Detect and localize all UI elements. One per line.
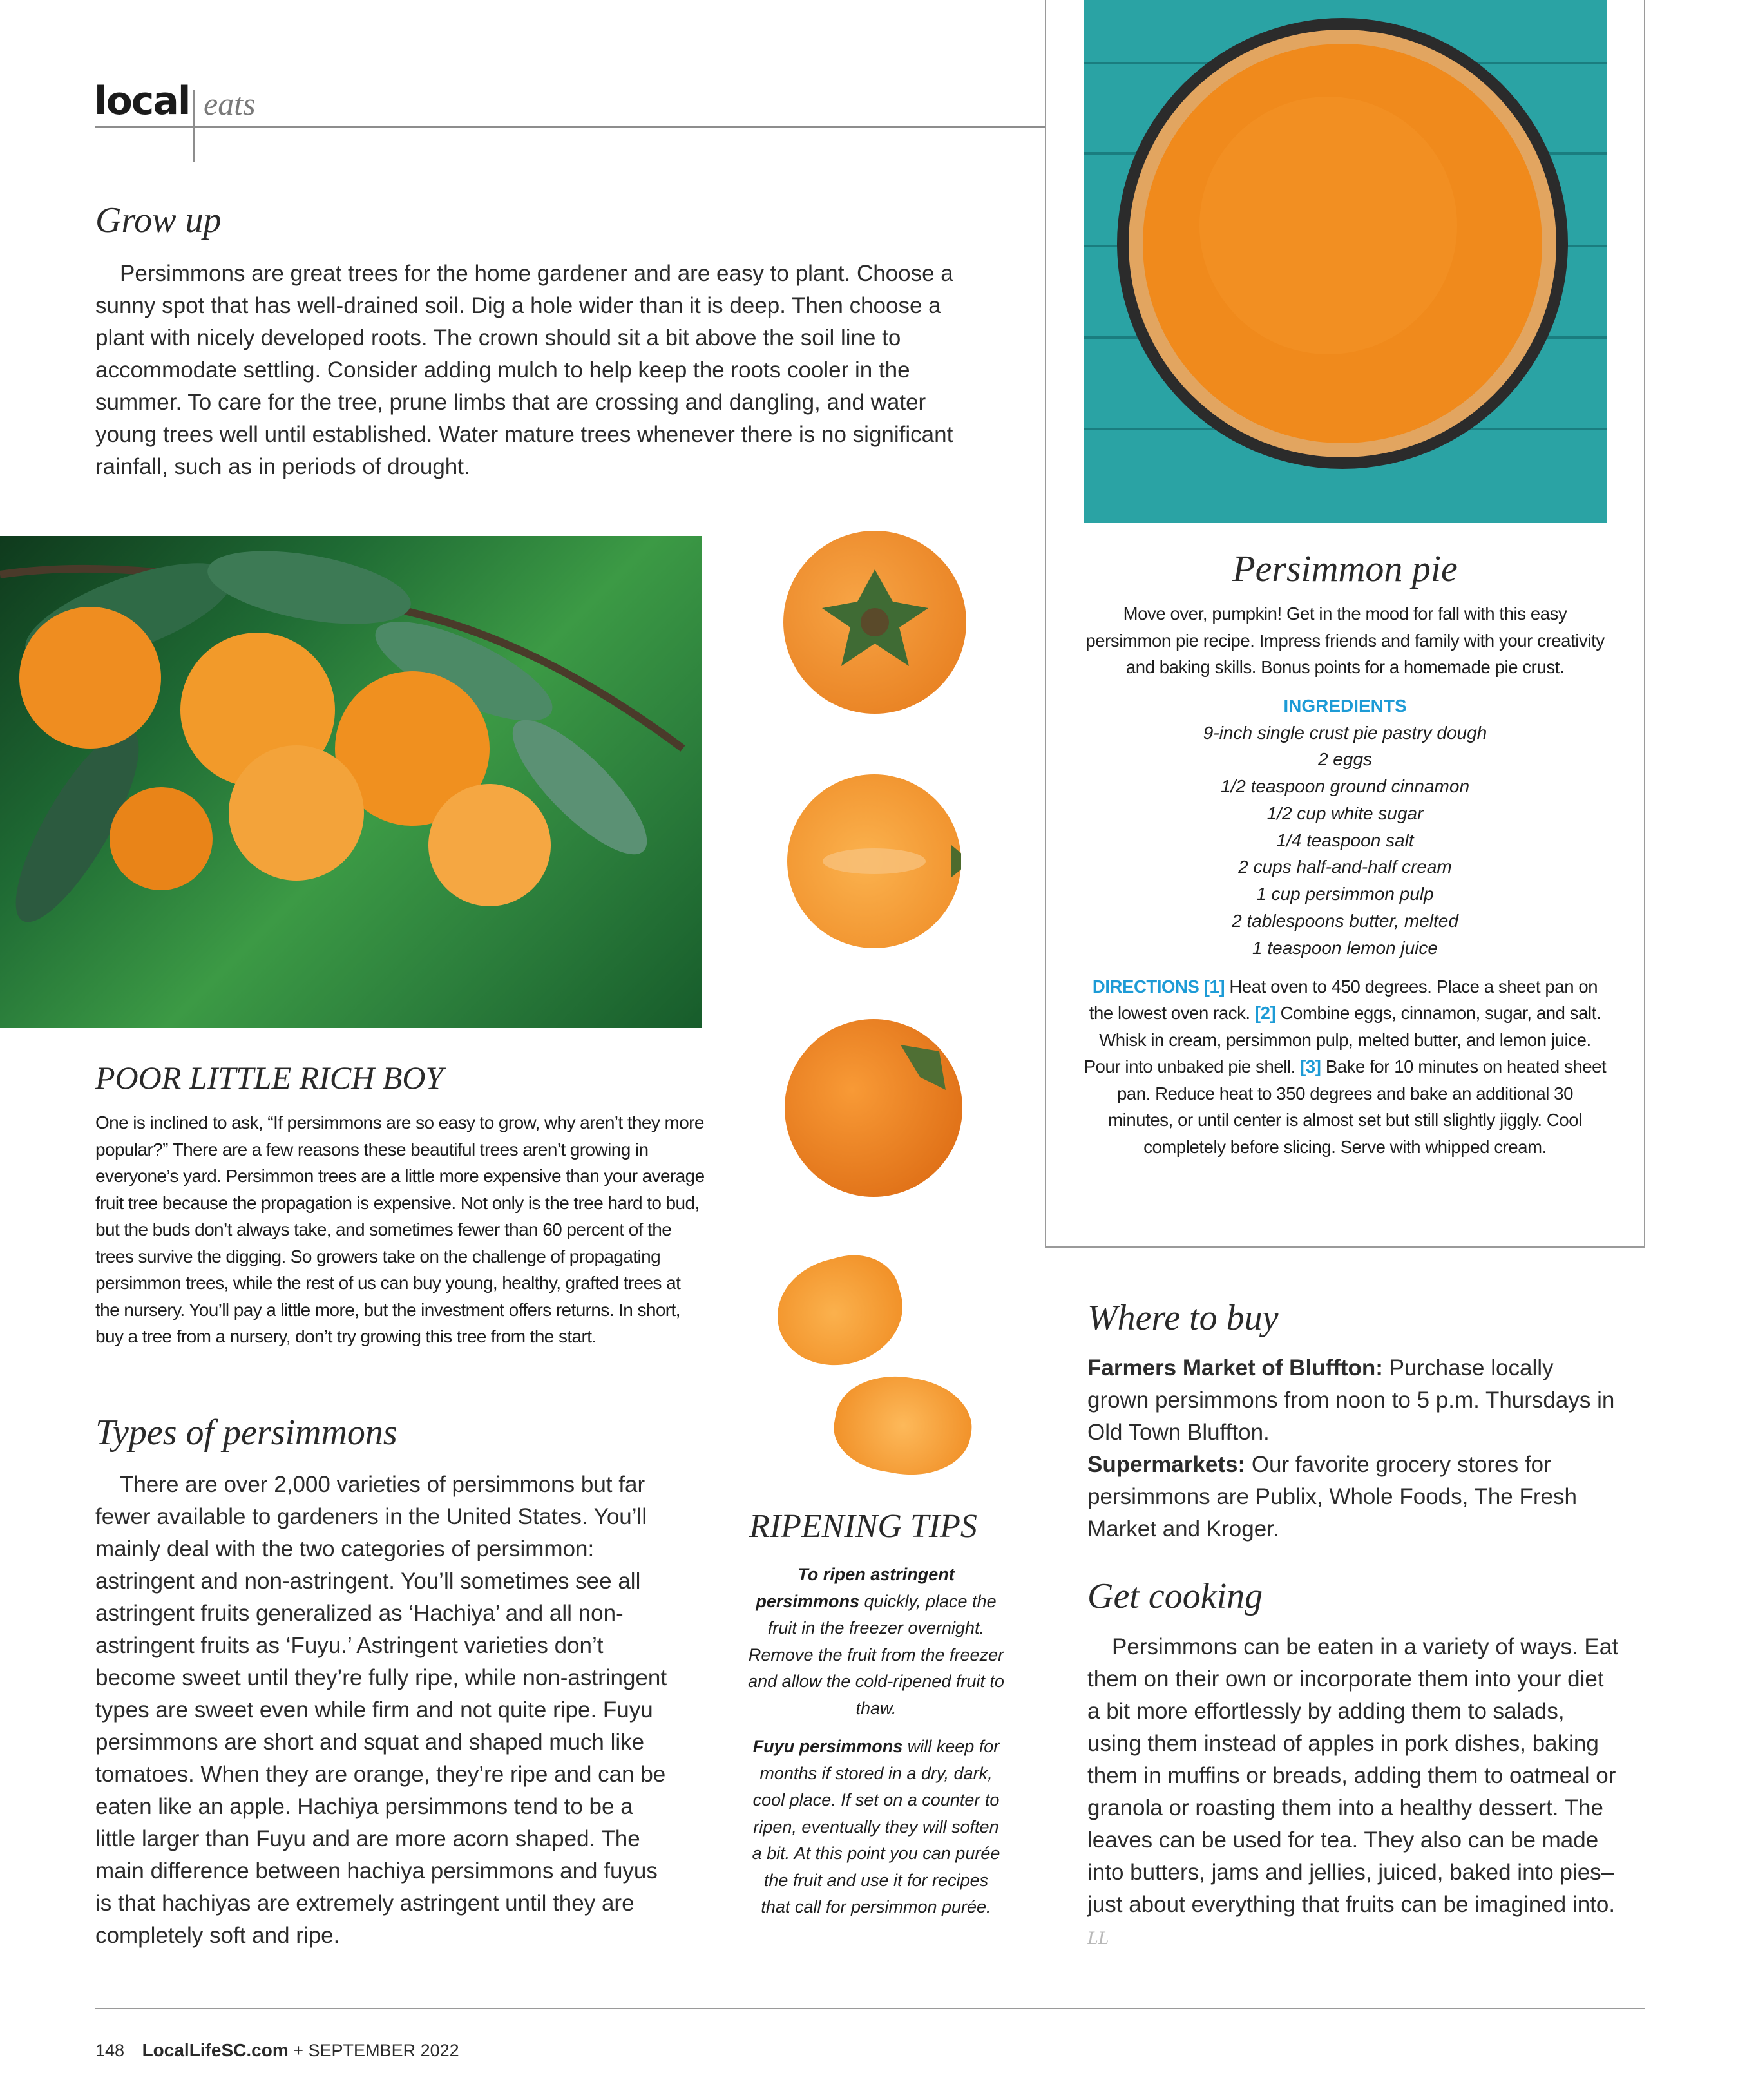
step-number: [1]	[1203, 976, 1225, 997]
supermarkets-label: Supermarkets:	[1087, 1452, 1246, 1477]
issue-date: + SEPTEMBER 2022	[293, 2041, 459, 2060]
ripening-tip-astringent-text: quickly, place the fruit in the freezer overnight. Remove the fruit from the freezer and allow the cold-ripened fruit to thaw.	[748, 1591, 1004, 1718]
step-number: [3]	[1300, 1056, 1321, 1077]
ripening-tips-body	[747, 1561, 1005, 1933]
poor-little-rich-boy-heading: POOR LITTLE RICH BOY	[95, 1060, 444, 1096]
footer	[95, 2040, 459, 2061]
step-text: Combine eggs, cinnamon, sugar, and salt. Whisk in cream, persimmon pulp, melted butter, and lemon juice. Pour into unbaked pie shell.	[1084, 1003, 1601, 1077]
ingredients-heading: INGREDIENTS	[1283, 695, 1407, 716]
step-number: [2]	[1254, 1003, 1276, 1024]
poor-little-rich-boy-text: One is inclined to ask, “If persimmons are so easy to grow, why aren’t they more popular?” There are a few reasons these beautiful trees aren’t growing in everyone’s yard. Persimmon trees are a little more expensive than your average fruit tree because the propagation is expensive. Not only is the tree hard to bud, but the buds don’t always take, and sometimes fewer than 60 percent of the trees survive the digging. So growers take on the challenge of propagating persimmon trees, while the rest of us can buy young, healthy, grafted trees at the nursery. You’ll pay a little more, but the investment offers returns. In short, buy a tree from a nursery, don’t try growing this tree from the start.	[95, 1112, 705, 1346]
ingredient-item: 1 cup persimmon pulp	[1256, 884, 1434, 904]
where-to-buy-heading: Where to buy	[1087, 1298, 1279, 1338]
persimmon-pie-photo	[1084, 0, 1607, 523]
grow-up-text: Persimmons are great trees for the home gardener and are easy to plant. Choose a sunny spot that has well-drained soil. Dig a hole wider than it is deep. Then choose a plant with nicely developed roots. The crown should sit a bit above the soil line to accommodate settling. Consider adding mulch to help keep the roots cooler in the summer. To care for the tree, prune limbs that are crossing and dangling, and water young trees well until established. Water mature trees whenever there is no significant rainfall, such as in periods of drought.	[95, 261, 953, 479]
ingredient-item: 9-inch single crust pie pastry dough	[1203, 722, 1487, 743]
get-cooking-body	[1087, 1631, 1619, 1954]
ingredient-item: 1/2 cup white sugar	[1266, 803, 1424, 823]
recipe-intro: Move over, pumpkin! Get in the mood for fall with this easy persimmon pie recipe. Impress friends and family with your creativity and baking skills. Bonus points for a homemade pie crust.	[1085, 604, 1605, 677]
ingredient-item: 1/4 teaspoon salt	[1276, 830, 1414, 850]
sliced-persimmon-half-photo	[787, 774, 961, 948]
persimmon-branch-photo	[0, 536, 702, 1028]
get-cooking-paragraph	[1087, 1631, 1619, 1954]
header-rule	[95, 126, 1045, 128]
ingredient-item: 2 eggs	[1317, 749, 1373, 770]
supermarkets-entry	[1087, 1449, 1616, 1545]
supermarkets-text: Our favorite grocery stores for persimmons are Publix, Whole Foods, The Fresh Market and Kroger.	[1087, 1452, 1577, 1542]
section-label: local	[94, 79, 190, 124]
directions-heading: DIRECTIONS	[1092, 976, 1199, 997]
where-to-buy-body	[1087, 1352, 1616, 1545]
ingredients-list	[1082, 720, 1608, 962]
farmers-market-entry	[1087, 1352, 1616, 1449]
farmers-market-label: Farmers Market of Bluffton:	[1087, 1355, 1383, 1380]
ripening-tip-fuyu-text: will keep for months if stored in a dry, dark, cool place. If set on a counter to ripen, eventually they will soften a bit. At this point you can purée the fruit and use it for recipes that call for persimmon purée.	[752, 1737, 1000, 1916]
ripening-tip-astringent	[747, 1561, 1005, 1722]
ingredient-item: 2 tablespoons butter, melted	[1232, 911, 1458, 931]
persimmon-pie-recipe	[1082, 546, 1608, 1160]
subsection-label: eats	[204, 86, 256, 122]
page-number: 148	[95, 2041, 125, 2060]
ingredient-item: 1 teaspoon lemon juice	[1252, 937, 1438, 958]
farmers-market-text: Purchase locally grown persimmons from noon to 5 p.m. Thursdays in Old Town Bluffton.	[1087, 1355, 1615, 1445]
persimmon-wedge-photo	[765, 1244, 915, 1379]
types-text: There are over 2,000 varieties of persimmons but far fewer available to gardeners in the United States. You’ll mainly deal with the two categories of persimmon: astringent and non-astringent. You’ll sometimes see all astringent fruits generalized as ‘Hachiya’ and all non-astringent fruits as ‘Fuyu.’ Astringent varieties don’t become sweet until they’re fully ripe, while non-astringent types are sweet even while firm and not quite ripe. Fuyu persimmons are short and squat and shaped much like tomatoes. When they are orange, they’re ripe and can be eaten like an apple. Hachiya persimmons tend to be a little larger than Fuyu and are more acorn shaped. The main difference between hachiya persimmons and fuyus is that hachiyas are extremely astringent until they are completely soft and ripe.	[95, 1472, 667, 1948]
get-cooking-text: Persimmons can be eaten in a variety of ways. Eat them on their own or incorporate them into your diet a bit more effortlessly by adding them to salads, using them instead of apples in pork dishes, baking them in muffins or breads, adding them to oatmeal or granola or roasting them into a healthy dessert. The leaves can be used for tea. They also can be made into butters, jams and jellies, juiced, baked into pies–just about everything that fruits can be imagined into.	[1087, 1634, 1618, 1917]
step-text: Heat oven to 450 degrees. Place a sheet pan on the lowest oven rack.	[1089, 976, 1598, 1024]
ripening-tip-fuyu	[747, 1733, 1005, 1921]
directions-text	[1082, 973, 1608, 1161]
poor-little-rich-boy-body	[95, 1109, 706, 1350]
persimmon-wedge-photo-2	[828, 1366, 979, 1485]
ripening-tips-heading: RIPENING TIPS	[749, 1508, 977, 1545]
header-divider	[193, 90, 195, 162]
step-text: Bake for 10 minutes on heated sheet pan. Reduce heat to 350 degrees and bake an additional 30 minutes, or until center is almost set but still slightly jiggly. Cool completely before slicing. Serve with whipped cream.	[1108, 1056, 1607, 1157]
grow-up-heading: Grow up	[95, 200, 222, 240]
ingredient-item: 2 cups half-and-half cream	[1238, 857, 1452, 877]
ripening-tip-astringent-lead: To ripen astringent persimmons	[756, 1565, 955, 1611]
get-cooking-heading: Get cooking	[1087, 1576, 1263, 1616]
footer-rule	[95, 2008, 1645, 2009]
grow-up-body	[95, 258, 991, 483]
types-body	[95, 1469, 678, 1952]
recipe-title: Persimmon pie	[1232, 548, 1458, 589]
ingredient-item: 1/2 teaspoon ground cinnamon	[1220, 776, 1470, 797]
whole-persimmon-top-photo	[783, 531, 966, 714]
site-name: LocalLifeSC.com	[142, 2040, 289, 2060]
end-mark: LL	[1087, 1927, 1109, 1949]
ripening-tip-fuyu-lead: Fuyu persimmons	[752, 1737, 903, 1756]
types-heading: Types of persimmons	[95, 1413, 397, 1453]
whole-persimmon-side-photo	[785, 1019, 962, 1197]
